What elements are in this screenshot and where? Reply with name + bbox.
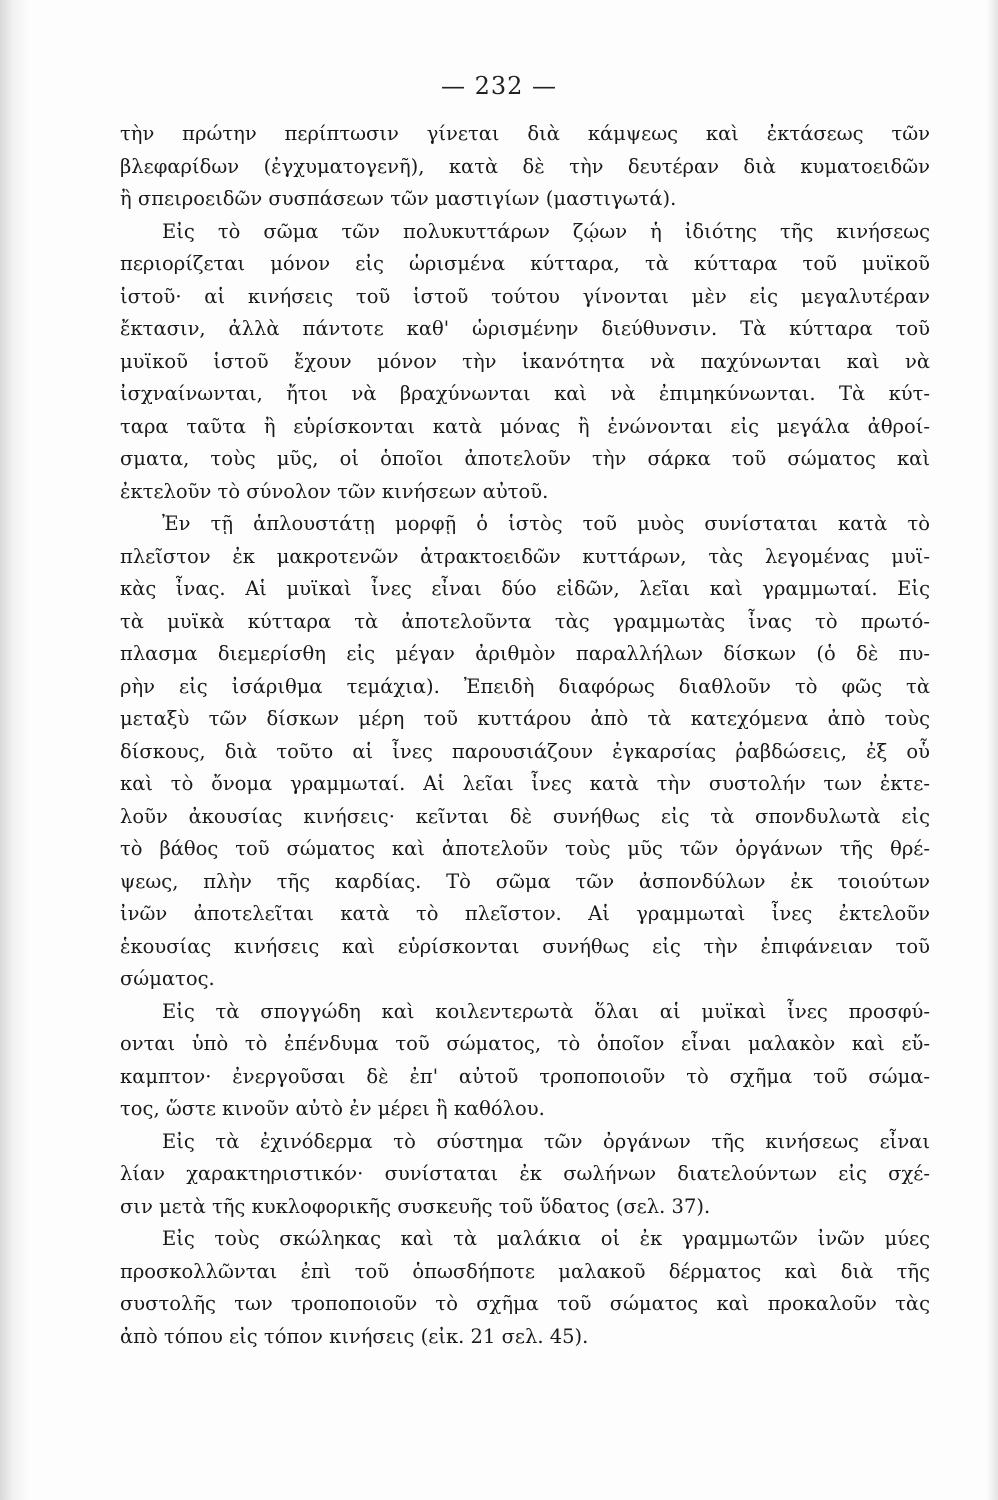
text-line: ἑκουσίας κινήσεις καὶ εὑρίσκονται συνήθως εἰς τὴν ἐπιφάνειαν τοῦ [120, 934, 930, 958]
text-line: ἀπὸ τόπου εἰς τόπον κινήσεις (εἰκ. 21 σελ. 45). [120, 1324, 589, 1348]
text-line: τὴν πρώτην περίπτωσιν γίνεται διὰ κάμψεως καὶ ἐκτάσεως τῶν [120, 122, 930, 145]
text-line: πλασμα διεμερίσθη εἰς μέγαν ἀριθμὸν παραλλήλων δίσκων (ὁ δὲ πυ- [120, 642, 930, 665]
text-line: σματα, τοὺς μῦς, οἱ ὁποῖοι ἀποτελοῦν τὴν σάρκα τοῦ σώματος καὶ [120, 447, 930, 470]
text-line: Εἰς τὸ σῶμα τῶν πολυκυττάρων ζῴων ἡ ἰδιότης τῆς κινήσεως [162, 219, 930, 243]
text-line: λοῦν ἀκουσίας κινήσεις· κεῖνται δὲ συνήθως εἰς τὰ σπονδυλωτὰ εἰς [120, 804, 930, 828]
text-line: μυϊκοῦ ἱστοῦ ἔχουν μόνον τὴν ἱκανότητα νὰ παχύνωνται καὶ νὰ [120, 349, 930, 373]
text-line: ονται ὑπὸ τὸ ἐπένδυμα τοῦ σώματος, τὸ ὁποῖον εἶναι μαλακὸν καὶ εὔ- [120, 1032, 930, 1055]
text-line: μεταξὺ τῶν δίσκων μέρη τοῦ κυττάρου ἀπὸ τὰ κατεχόμενα ἀπὸ τοὺς [120, 707, 930, 730]
text-line: ἔκτασιν, ἀλλὰ πάντοτε καθ' ὡρισμένην διεύθυνσιν. Τὰ κύτταρα τοῦ [120, 317, 930, 340]
text-line: τὸ βάθος τοῦ σώματος καὶ ἀποτελοῦν τοὺς μῦς τῶν ὀργάνων τῆς θρέ- [120, 837, 930, 860]
text-line: ρὴν εἰς ἰσάριθμα τεμάχια). Ἐπειδὴ διαφόρως διαθλοῦν τὸ φῶς τὰ [120, 674, 930, 698]
text-line: τος, ὥστε κινοῦν αὐτὸ ἐν μέρει ἢ καθόλου. [120, 1097, 545, 1120]
text-line: Εἰς τοὺς σκώληκας καὶ τὰ μαλάκια οἱ ἐκ γραμμωτῶν ἰνῶν μύες [162, 1227, 930, 1250]
text-line: Ἐν τῇ ἁπλουστάτῃ μορφῇ ὁ ἱστὸς τοῦ μυὸς συνίσταται κατὰ τὸ [162, 512, 930, 535]
text-line: συστολῆς των τροποποιοῦν τὸ σχῆμα τοῦ σώματος καὶ προκαλοῦν τὰς [120, 1292, 930, 1315]
text-line: πλεῖστον ἐκ μακροτενῶν ἀτρακτοειδῶν κυττάρων, τὰς λεγομένας μυϊ- [120, 544, 930, 568]
text-line: ἱστοῦ· αἱ κινήσεις τοῦ ἱστοῦ τούτου γίνονται μὲν εἰς μεγαλυτέραν [120, 284, 930, 308]
text-line: προσκολλῶνται ἐπὶ τοῦ ὁπωσδήποτε μαλακοῦ δέρματος καὶ διὰ τῆς [120, 1259, 930, 1283]
page-edge [986, 0, 998, 1500]
text-line: βλεφαρίδων (ἐγχυματογενῆ), κατὰ δὲ τὴν δευτέραν διὰ κυματοειδῶν [120, 154, 930, 178]
body-text [120, 118, 930, 1353]
text-line: ψεως, πλὴν τῆς καρδίας. Τὸ σῶμα τῶν ἀσπονδύλων ἐκ τοιούτων [120, 869, 930, 893]
page-number: — 232 — [440, 72, 558, 100]
text-line: κὰς ἶνας. Αἱ μυϊκαὶ ἶνες εἶναι δύο εἰδῶν, λεῖαι καὶ γραμμωταί. Εἰς [120, 577, 930, 600]
text-line: Εἰς τὰ σπογγώδη καὶ κοιλεντερωτὰ ὅλαι αἱ μυϊκαὶ ἶνες προσφύ- [162, 999, 930, 1023]
text-line: τὰ μυϊκὰ κύτταρα τὰ ἀποτελοῦντα τὰς γραμμωτὰς ἶνας τὸ πρωτό- [120, 609, 930, 633]
text-line: καὶ τὸ ὄνομα γραμμωταί. Αἱ λεῖαι ἶνες κατὰ τὴν συστολήν των ἐκτε- [120, 772, 930, 795]
text-line: ταρα ταῦτα ἢ εὑρίσκονται κατὰ μόνας ἢ ἑνώνονται εἰς μεγάλα ἀθροί- [120, 414, 930, 438]
text-line: Εἰς τὰ ἐχινόδερμα τὸ σύστημα τῶν ὀργάνων τῆς κινήσεως εἶναι [162, 1129, 930, 1153]
text-line: ἢ σπειροειδῶν συσπάσεων τῶν μαστιγίων (μαστιγωτά). [120, 187, 677, 210]
text-line: ἰνῶν ἀποτελεῖται κατὰ τὸ πλεῖστον. Αἱ γραμμωταὶ ἶνες ἐκτελοῦν [120, 902, 930, 925]
text-line: περιορίζεται μόνον εἰς ὡρισμένα κύτταρα, τὰ κύτταρα τοῦ μυϊκοῦ [120, 252, 930, 275]
text-line: ἰσχναίνωνται, ἤτοι νὰ βραχύνωνται καὶ νὰ ἐπιμηκύνωνται. Τὰ κύτ- [120, 382, 930, 405]
text-line: σώματος. [120, 967, 215, 990]
text-line: σιν μετὰ τῆς κυκλοφορικῆς συσκευῆς τοῦ ὕδατος (σελ. 37). [120, 1194, 711, 1218]
spine-shadow [0, 0, 30, 1500]
text-line: ἐκτελοῦν τὸ σύνολον τῶν κινήσεων αὐτοῦ. [120, 479, 549, 503]
text-line: δίσκους, διὰ τοῦτο αἱ ἶνες παρουσιάζουν ἐγκαρσίας ῥαβδώσεις, ἐξ οὗ [120, 739, 930, 763]
text-line: λίαν χαρακτηριστικόν· συνίσταται ἐκ σωλήνων διατελούντων εἰς σχέ- [120, 1162, 930, 1185]
text-line: καμπτον· ἐνεργοῦσαι δὲ ἐπ' αὐτοῦ τροποποιοῦν τὸ σχῆμα τοῦ σώμα- [120, 1064, 930, 1088]
